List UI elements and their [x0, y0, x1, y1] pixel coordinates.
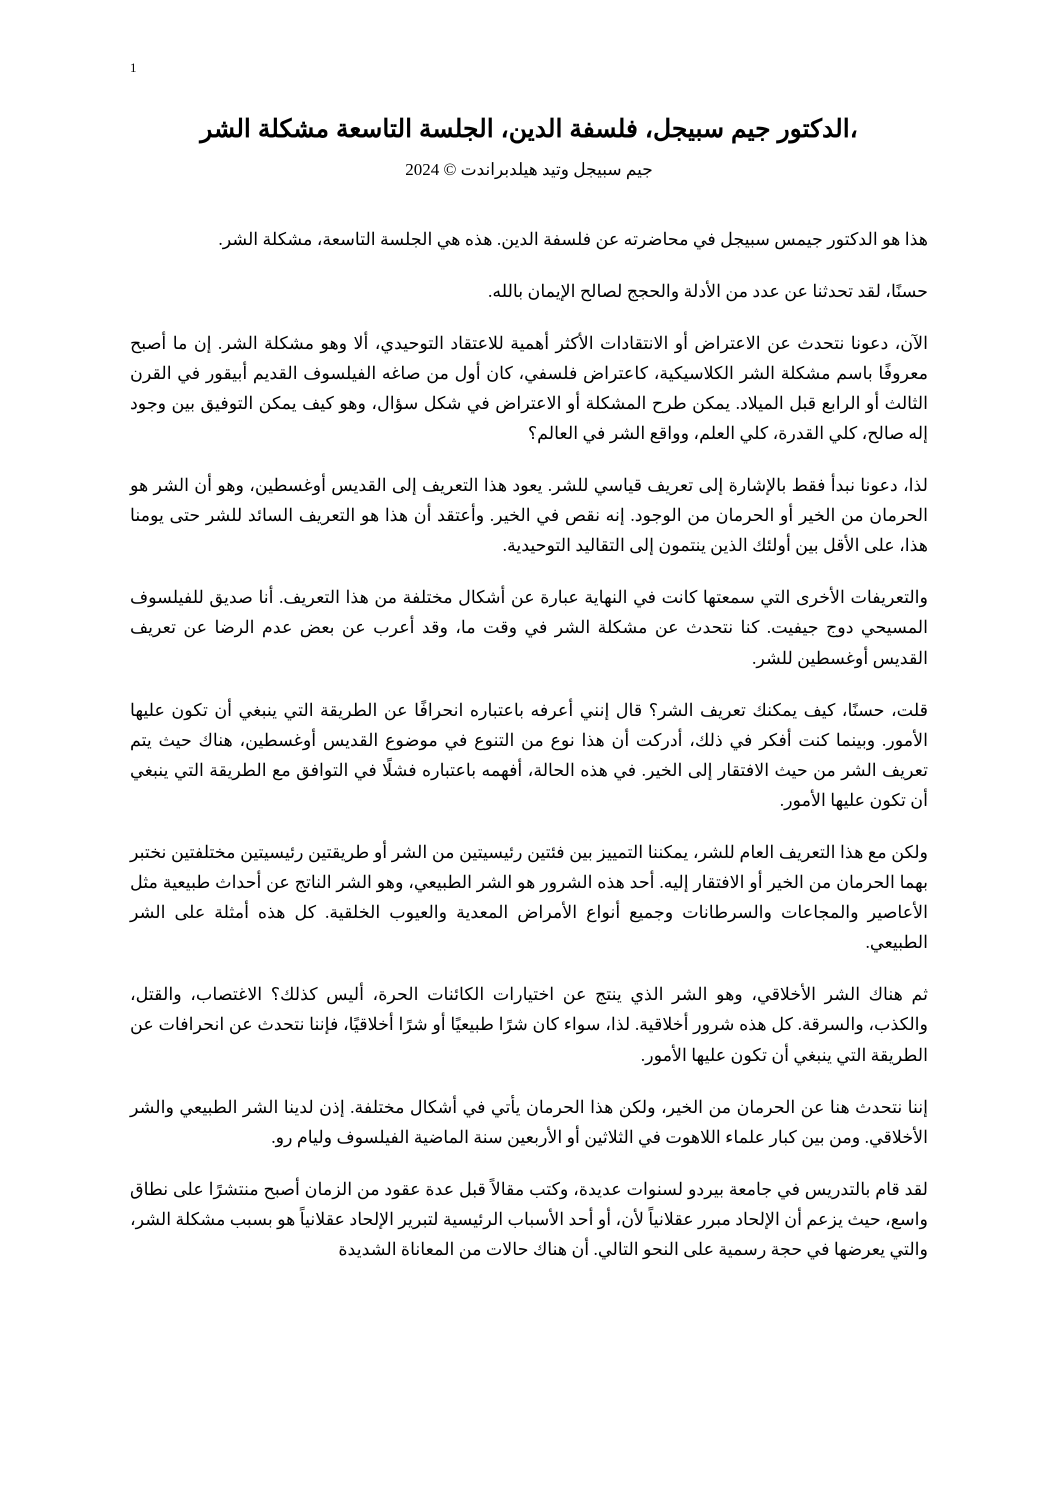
spacer [130, 1070, 928, 1092]
spacer [130, 957, 928, 979]
paragraph-3: الآن، دعونا نتحدث عن الاعتراض أو الانتقادات الأكثر أهمية للاعتقاد التوحيدي، ألا وهو مشكلة الشر. إن ما أصبح معروفًا باسم مشكلة الشر الكلاسيكية، كاعتراض فلسفي، كان أول من صاغه الفيلسوف القديم أبيقور في القرن الثالث أو الرابع قبل الميلاد. يمكن طرح المشكلة أو الاعتراض في شكل سؤال، وهو كيف يمكن التوفيق بين وجود إله صالح، كلي القدرة، كلي العلم، وواقع الشر في العالم؟ [130, 332, 928, 443]
paragraph-6: قلت، حسنًا، كيف يمكنك تعريف الشر؟ قال إنني أعرفه باعتباره انحرافًا عن الطريقة التي ينبغي أن تكون عليها الأمور. وبينما كنت أفكر في ذلك، أدركت أن هذا نوع من التنوع في موضوع القديس أوغسطين، هناك حيث يتم تعريف الشر من حيث الافتقار إلى الخير. في هذه الحالة، أفهمه باعتباره فشلًا في التوافق مع الطريقة التي ينبغي أن تكون عليها الأمور. [130, 699, 928, 810]
page-title: ،الدكتور جيم سبيجل، فلسفة الدين، الجلسة التاسعة مشكلة الشر [200, 115, 858, 143]
paragraph-10: لقد قام بالتدريس في جامعة بيردو لسنوات عديدة، وكتب مقالاً قبل عدة عقود من الزمان أصبح منتشرًا على نطاق واسع، حيث يزعم أن الإلحاد مبرر عقلانياً لأن، أو أحد الأسباب الرئيسية لتبرير الإلحاد عقلانياً هو بسبب مشكلة الشر، والتي يعرضها في حجة رسمية على النحو التالي. أن هناك حالات من المعاناة الشديدة [130, 1178, 928, 1260]
spacer [130, 448, 928, 470]
paragraph-1: هذا هو الدكتور جيمس سبيجل في محاضرته عن فلسفة الدين. هذه هي الجلسة التاسعة، مشكلة الشر. [218, 228, 928, 249]
paragraph-7: ولكن مع هذا التعريف العام للشر، يمكننا التمييز بين فئتين رئيسيتين من الشر أو طريقتين رئيسيتين مختلفتين نختبر بهما الحرمان من الخير أو الافتقار إليه. أحد هذه الشرور هو الشر الطبيعي، وهو الشر الناتج عن أحداث طبيعية مثل الأعاصير والمجاعات والسرطانات وجميع أنواع الأمراض المعدية والعيوب الخلقية. كل هذه أمثلة على الشر الطبيعي. [130, 842, 928, 953]
spacer [130, 560, 928, 582]
document-content [130, 112, 928, 1264]
paragraph-5: والتعريفات الأخرى التي سمعتها كانت في النهاية عبارة عن أشكال مختلفة من هذا التعريف. أنا صديق للفيلسوف المسيحي دوج جيفيت. كنا نتحدث عن مشكلة الشر في وقت ما، وقد أعرب عن بعض عدم الرضا عن تعريف القديس أوغسطين للشر. [130, 587, 929, 668]
page-number: 1 [130, 60, 137, 75]
spacer [130, 306, 928, 328]
paragraph-9: إننا نتحدث هنا عن الحرمان من الخير، ولكن هذا الحرمان يأتي في أشكال مختلفة. إذن لدينا الشر الطبيعي والشر الأخلاقي. ومن بين كبار علماء اللاهوت في الثلاثين أو الأربعين سنة الماضية الفيلسوف وليام رو. [130, 1096, 928, 1147]
spacer [130, 815, 928, 837]
spacer [130, 673, 928, 695]
paragraph-8: ثم هناك الشر الأخلاقي، وهو الشر الذي ينتج عن اختيارات الكائنات الحرة، أليس كذلك؟ الاغتصاب، والقتل، والكذب، والسرقة. كل هذه شرور أخلاقية. لذا، سواء كان شرًا طبيعيًا أو شرًا أخلاقيًا، فإننا نتحدث عن انحرافات عن الطريقة التي ينبغي أن تكون عليها الأمور. [130, 984, 928, 1065]
paragraph-4: لذا، دعونا نبدأ فقط بالإشارة إلى تعريف قياسي للشر. يعود هذا التعريف إلى القديس أوغسطين، وهو أن الشر هو الحرمان من الخير أو الحرمان من الوجود. إنه نقص في الخير. وأعتقد أن هذا هو التعريف السائد للشر حتى يومنا هذا، على الأقل بين أولئك الذين ينتمون إلى التقاليد التوحيدية. [130, 475, 928, 556]
spacer [130, 254, 928, 276]
copyright-line: جيم سبيجل وتيد هيلدبراندت © 2024 [405, 159, 653, 179]
spacer [130, 180, 928, 224]
paragraph-2: حسنًا، لقد تحدثنا عن عدد من الأدلة والحجج لصالح الإيمان بالله. [488, 280, 928, 301]
spacer [130, 1152, 928, 1174]
